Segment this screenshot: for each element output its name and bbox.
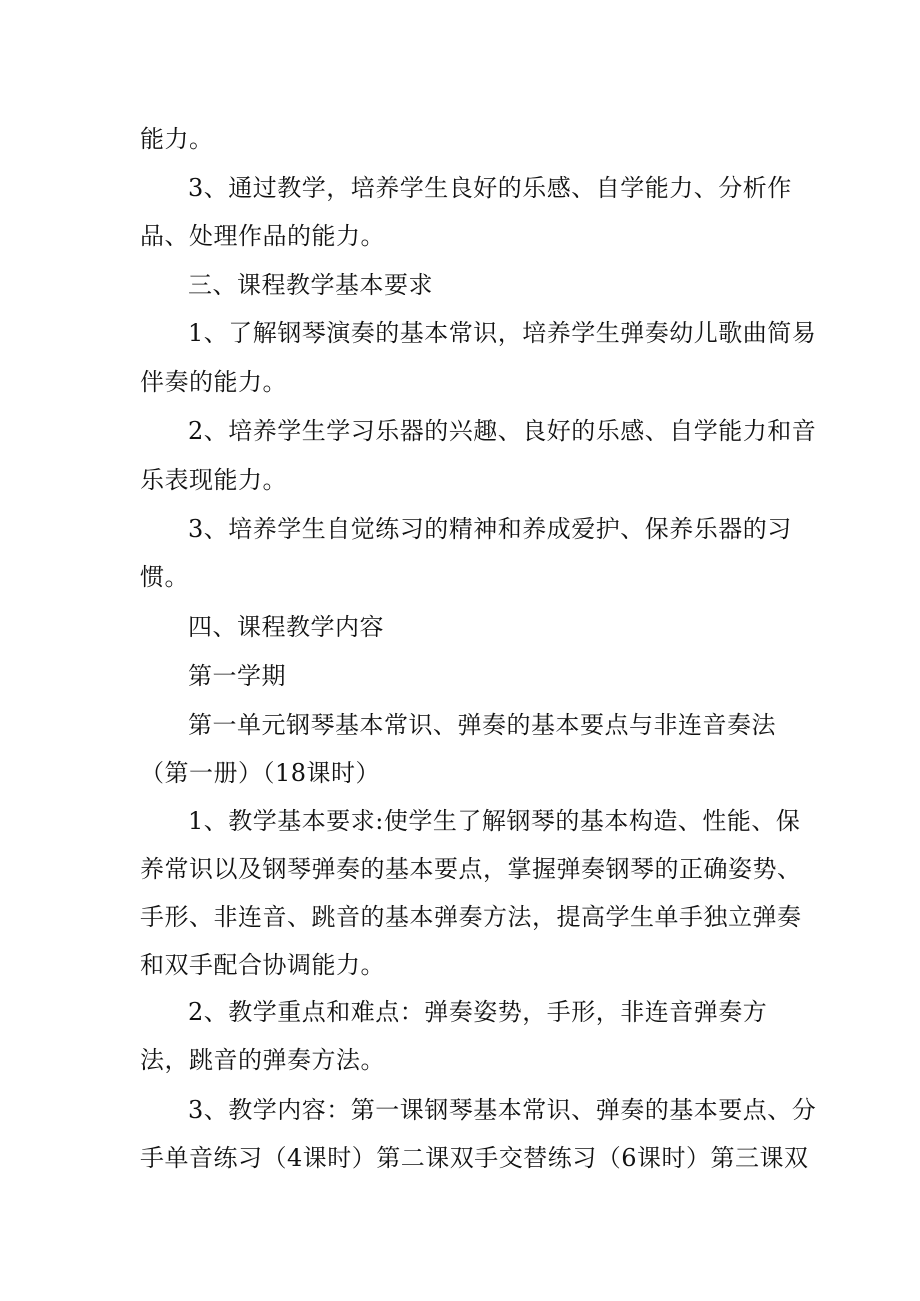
section-heading: 三、课程教学基本要求 [188,271,433,299]
text-line: 品、处理作品的能力。 [140,222,385,250]
text-line: 手单音练习（4课时）第二课双手交替练习（6课时）第三课双 [140,1144,809,1172]
text-line: 惯。 [140,563,189,591]
text-line: 2、教学重点和难点：弹奏姿势，手形，非连音弹奏方 [188,998,768,1026]
subsection-heading: 第一学期 [188,662,286,690]
text-line: 法，跳音的弹奏方法。 [140,1046,385,1074]
text-line: 1、教学基本要求:使学生了解钢琴的基本构造、性能、保 [188,807,801,835]
text-line: 3、教学内容：第一课钢琴基本常识、弹奏的基本要点、分 [188,1096,817,1124]
unit-title-continued: （第一册）（18课时） [140,759,381,787]
text-line: 1、了解钢琴演奏的基本常识，培养学生弹奏幼儿歌曲简易 [188,319,817,347]
unit-title: 第一单元钢琴基本常识、弹奏的基本要点与非连音奏法 [188,711,776,739]
text-line: 伴奏的能力。 [140,368,287,396]
text-line: 养常识以及钢琴弹奏的基本要点，掌握弹奏钢琴的正确姿势、 [140,855,802,883]
text-line: 2、培养学生学习乐器的兴趣、良好的乐感、自学能力和音 [188,417,817,445]
text-line: 能力。 [140,125,214,153]
text-line: 3、培养学生自觉练习的精神和养成爱护、保养乐器的习 [188,515,792,543]
text-line: 3、通过教学，培养学生良好的乐感、自学能力、分析作 [188,174,792,202]
section-heading: 四、课程教学内容 [188,613,384,641]
text-line: 乐表现能力。 [140,466,287,494]
text-line: 手形、非连音、跳音的基本弹奏方法，提高学生单手独立弹奏 [140,903,802,931]
text-line: 和双手配合协调能力。 [140,951,385,979]
